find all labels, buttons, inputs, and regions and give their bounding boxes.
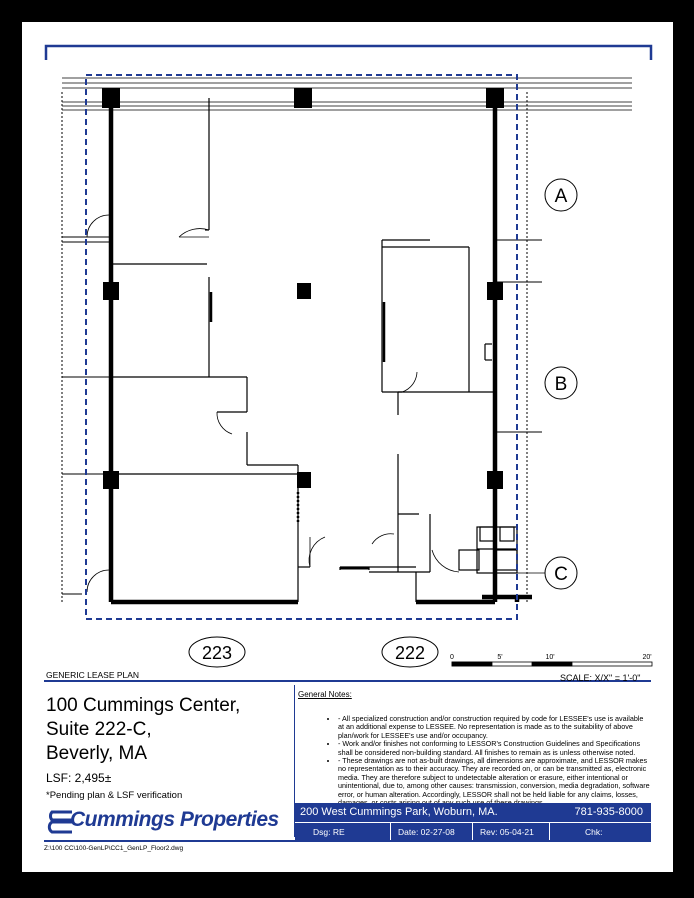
address-line-3: Beverly, MA [46,743,148,764]
row-label-c: C [554,564,568,585]
plan-type-label: GENERIC LEASE PLAN [46,670,140,680]
company-logo [44,807,294,837]
note-2: • - Work and/or finishes not conforming to LESSOR's Construction Guidelines and Specifications shall be considered non-building standard. All finishes to remain as is unless otherwise noted. [338,740,650,757]
scale-tick-10: 10' [545,654,555,661]
dsg-field: Dsg: RE [313,827,345,837]
row-label-b: B [554,374,568,395]
chk-field: Chk: [585,827,603,837]
scale-tick-0: 0 [450,654,454,661]
lease-boundary [86,75,517,619]
note-3: • - These drawings are not as-built drawings, all dimensions are approximate, and LESSOR makes no representation as to their accuracy. They are recorded on, or can be transmitted as, electronic media. They are therefore subject to undetectable alteration or erasure, either intentional or unintentional, due to, among other causes: transmission, conversion, media degradation, software error, or human alteration. Accordingly, LESSOR shall not be held liable for any claims, losses, [338,757,650,807]
row-label-a: A [554,186,568,207]
rev-field: Rev: 05-04-21 [480,827,534,837]
date-field: Date: 02-27-08 [398,827,455,837]
lsf-value: LSF: 2,495± [46,771,112,785]
file-path: Z:\100 CC\100-GenLP\CC1_GenLP_Floor2.dwg [44,845,184,852]
scale-text: SCALE: X/X" = 1'-0" [560,673,641,683]
info-bar [295,803,651,841]
door-swings [87,215,459,592]
address-line-1: 100 Cummings Center, [46,695,241,716]
suite-number-222: 222 [394,643,426,663]
scale-bar [452,662,652,666]
company-address: 200 West Cummings Park, Woburn, MA. [300,806,498,818]
address-line-2: Suite 222-C, [46,719,152,740]
neighbor-wall-shading [62,92,527,602]
bottom-rule [44,840,651,842]
note-1: • - All specialized construction and/or construction required by code for LESSEE's use is available at an additional expense to LESSEE. No representation is made as to the suitability of above plan/work for LESSEE's use and/or occupancy. [338,715,650,740]
scale-tick-20: 20' [642,654,652,661]
notes-title: General Notes: [298,690,352,699]
columns [102,88,504,489]
company-name: Cummings Properties [70,808,279,831]
pending-note: *Pending plan & LSF verification [46,790,183,801]
interior-walls [111,98,517,602]
top-bracket [46,46,651,60]
company-phone: 781-935-8000 [574,806,643,818]
suite-number-223: 223 [201,643,233,663]
window-band [62,78,632,110]
plan-sheet [22,22,673,872]
scale-tick-5: 5' [497,654,503,661]
